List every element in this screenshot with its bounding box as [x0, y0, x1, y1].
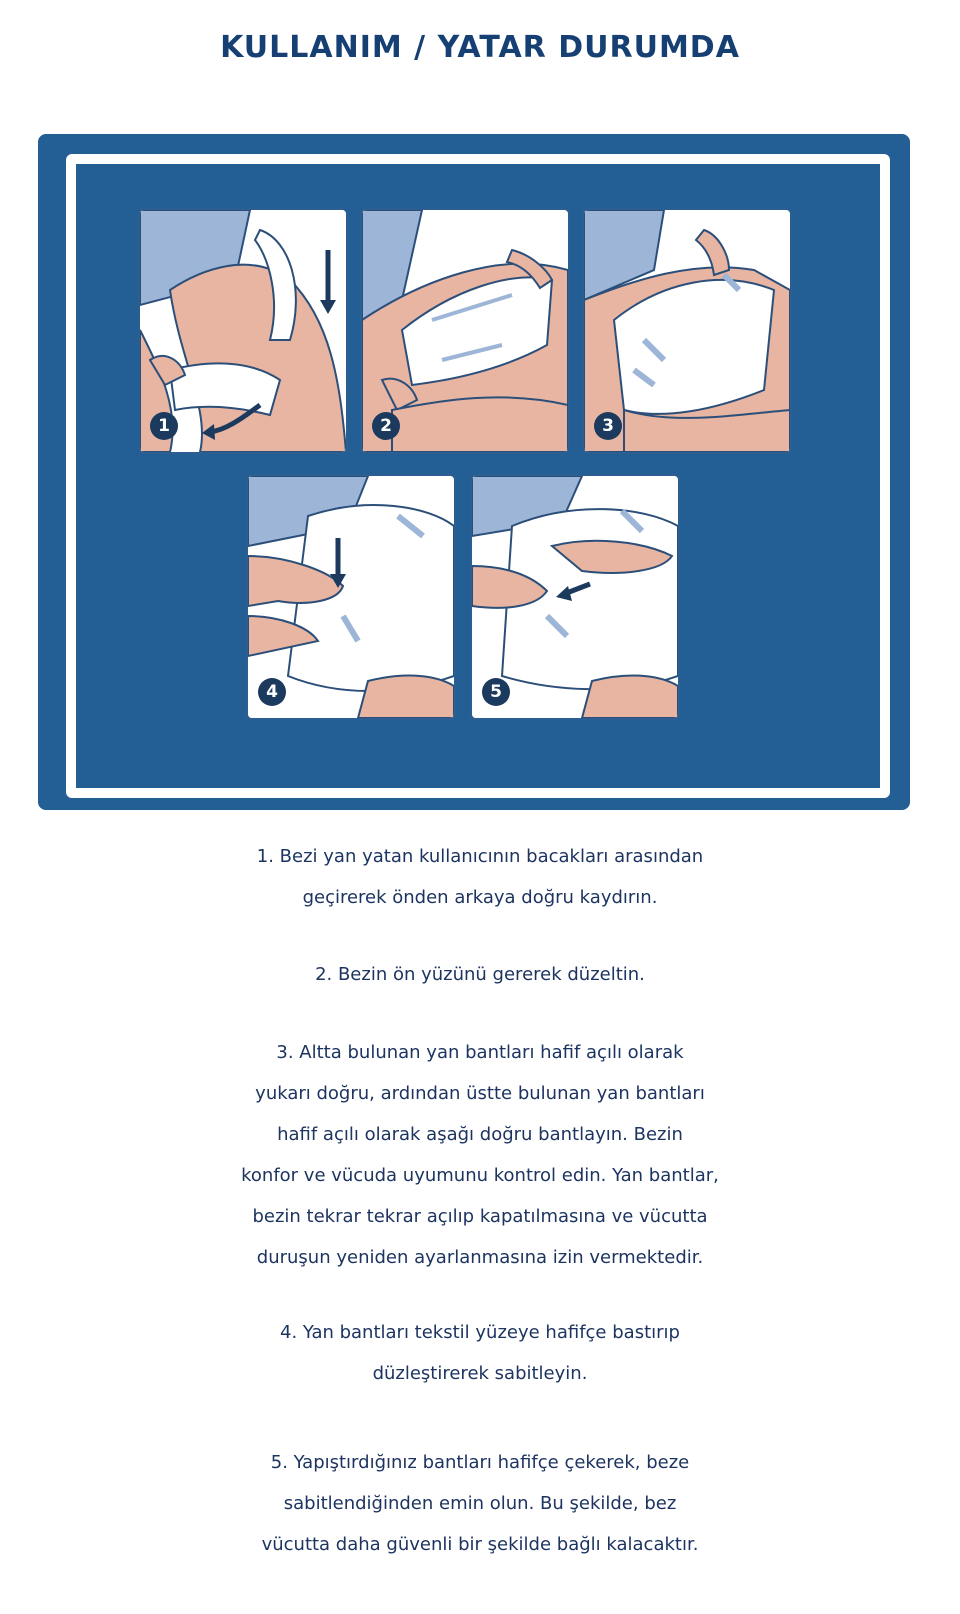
instruction-line: vücutta daha güvenli bir şekilde bağlı kalacaktır. — [261, 1534, 699, 1555]
step-number-badge: 3 — [594, 412, 622, 440]
instruction-2 — [40, 954, 920, 995]
illustration-frame — [66, 154, 890, 798]
step-number-badge: 5 — [482, 678, 510, 706]
instruction-5 — [40, 1442, 920, 1565]
instruction-1 — [40, 836, 920, 918]
instruction-line: 1. Bezi yan yatan kullanıcının bacakları arasından — [256, 846, 704, 867]
page-title: KULLANIM / YATAR DURUMDA — [220, 30, 740, 66]
step-3-illustration — [582, 208, 792, 454]
instruction-line: düzleştirerek sabitleyin. — [372, 1363, 588, 1384]
step-4-illustration — [246, 474, 456, 720]
step-5-illustration — [470, 474, 680, 720]
step-number-badge: 4 — [258, 678, 286, 706]
instruction-line: geçirerek önden arkaya doğru kaydırın. — [302, 887, 658, 908]
instruction-line: bezin tekrar tekrar açılıp kapatılmasına ve vücutta — [252, 1206, 708, 1227]
instruction-line: 2. Bezin ön yüzünü gererek düzeltin. — [315, 964, 645, 985]
instruction-line: sabitlendiğinden emin olun. Bu şekilde, bez — [283, 1493, 677, 1514]
instruction-line: duruşun yeniden ayarlanmasına izin vermektedir. — [256, 1247, 704, 1268]
instruction-line: hafif açılı olarak aşağı doğru bantlayın. Bezin — [277, 1124, 683, 1145]
instruction-line: 5. Yapıştırdığınız bantları hafifçe çekerek, beze — [270, 1452, 690, 1473]
instruction-3 — [40, 1032, 920, 1278]
instruction-line: 4. Yan bantları tekstil yüzeye hafifçe bastırıp — [280, 1322, 680, 1343]
step-number-badge: 1 — [150, 412, 178, 440]
instruction-4 — [40, 1312, 920, 1394]
illustration-panel — [38, 134, 910, 810]
instruction-line: konfor ve vücuda uyumunu kontrol edin. Yan bantlar, — [241, 1165, 719, 1186]
instruction-line: 3. Altta bulunan yan bantları hafif açılı olarak — [276, 1042, 684, 1063]
step-1-illustration — [138, 208, 348, 454]
step-2-illustration — [360, 208, 570, 454]
step-number-badge: 2 — [372, 412, 400, 440]
instruction-line: yukarı doğru, ardından üstte bulunan yan bantları — [255, 1083, 705, 1104]
